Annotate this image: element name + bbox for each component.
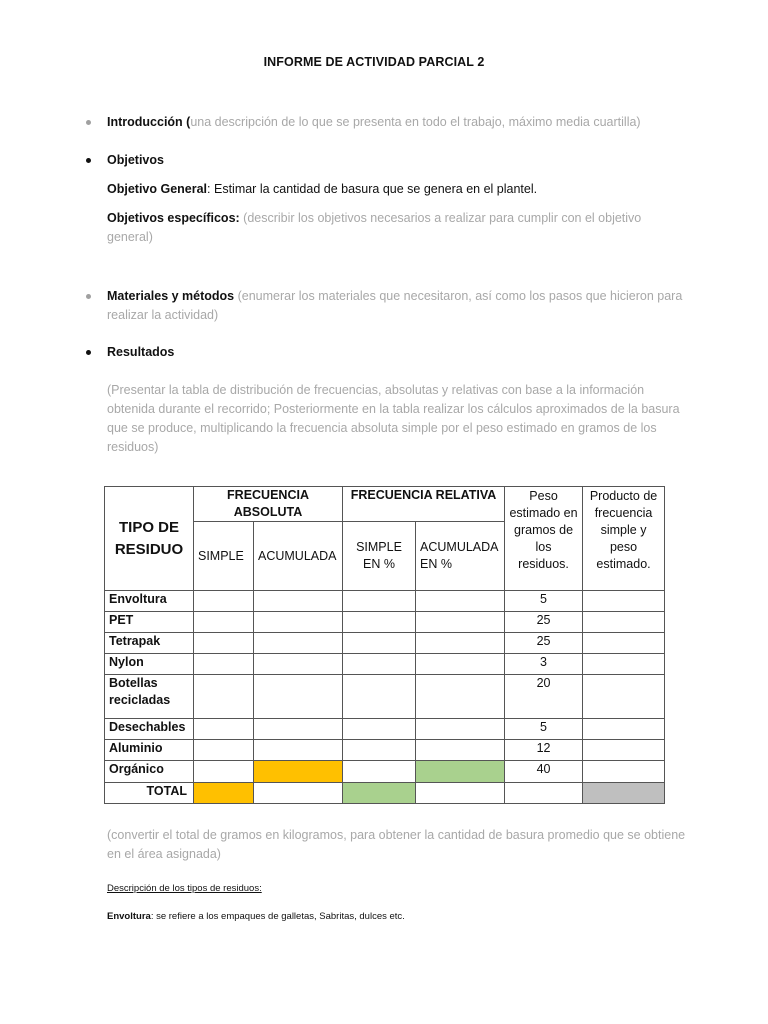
header-frecuencia-absoluta: FRECUENCIA ABSOLUTA — [194, 487, 343, 522]
materiales-label: Materiales y métodos — [107, 289, 235, 303]
table-row — [105, 761, 665, 783]
descripcion-heading: Descripción de los tipos de residuos: — [107, 883, 262, 894]
subheader-simple: SIMPLE — [194, 522, 254, 591]
objetivos-label: Objetivos — [107, 153, 164, 167]
objetivos-especificos-label: Objetivos específicos: — [107, 211, 240, 225]
row-producto-cell[interactable] — [583, 654, 665, 675]
row-tipo-label: Tetrapak — [105, 633, 194, 654]
table-row-total — [105, 783, 665, 804]
row-peso-value: 25 — [505, 633, 583, 654]
row-acumulada-pct-cell[interactable] — [416, 675, 505, 719]
row-tipo-label: Desechables — [105, 719, 194, 740]
header-peso-estimado: Peso estimado en gramos de los residuos. — [505, 487, 583, 591]
row-producto-cell[interactable] — [583, 633, 665, 654]
row-simple-cell[interactable] — [194, 633, 254, 654]
frequency-table — [104, 486, 665, 804]
total-peso-cell[interactable] — [505, 783, 583, 804]
bullet-icon — [86, 294, 91, 299]
row-simple-cell[interactable] — [194, 675, 254, 719]
header-producto: Producto de frecuencia simple y peso estimado. — [583, 487, 665, 591]
row-simple-cell[interactable] — [194, 654, 254, 675]
bullet-icon — [86, 158, 91, 163]
row-producto-cell[interactable] — [583, 612, 665, 633]
row-peso-value: 25 — [505, 612, 583, 633]
row-peso-value: 12 — [505, 740, 583, 761]
table-body — [105, 591, 665, 783]
row-acumulada-cell[interactable] — [254, 761, 343, 783]
intro-label: Introducción ( — [107, 115, 191, 129]
row-simple-cell[interactable] — [194, 761, 254, 783]
header-frecuencia-relativa: FRECUENCIA RELATIVA — [343, 487, 505, 522]
row-producto-cell[interactable] — [583, 761, 665, 783]
row-simple-pct-cell[interactable] — [343, 591, 416, 612]
table-row — [105, 591, 665, 612]
row-simple-cell[interactable] — [194, 719, 254, 740]
table-row — [105, 719, 665, 740]
row-acumulada-pct-cell[interactable] — [416, 612, 505, 633]
subheader-acumulada-pct: ACUMULADA EN % — [416, 522, 505, 591]
row-peso-value: 5 — [505, 719, 583, 740]
row-acumulada-pct-cell[interactable] — [416, 719, 505, 740]
table-header-row — [105, 487, 665, 522]
row-simple-cell[interactable] — [194, 740, 254, 761]
row-acumulada-cell[interactable] — [254, 675, 343, 719]
row-simple-pct-cell[interactable] — [343, 761, 416, 783]
subheader-acumulada: ACUMULADA — [254, 522, 343, 591]
row-acumulada-cell[interactable] — [254, 719, 343, 740]
table-row — [105, 654, 665, 675]
row-simple-pct-cell[interactable] — [343, 740, 416, 761]
total-producto-cell[interactable] — [583, 783, 665, 804]
subheader-simple-pct: SIMPLE EN % — [343, 522, 416, 591]
objetivos-especificos-hint: (describir los objetivos necesarios a realizar para cumplir con el objetivo general) — [107, 211, 642, 244]
total-simple-cell[interactable] — [194, 783, 254, 804]
row-acumulada-cell[interactable] — [254, 633, 343, 654]
row-producto-cell[interactable] — [583, 675, 665, 719]
row-tipo-label: Orgánico — [105, 761, 194, 783]
document-title: INFORME DE ACTIVIDAD PARCIAL 2 — [263, 55, 485, 69]
bullet-icon — [86, 120, 91, 125]
table-row — [105, 740, 665, 761]
row-acumulada-pct-cell[interactable] — [416, 591, 505, 612]
row-simple-pct-cell[interactable] — [343, 633, 416, 654]
objetivos-especificos — [107, 209, 667, 247]
row-tipo-label: Aluminio — [105, 740, 194, 761]
row-tipo-label: Botellas recicladas — [105, 675, 194, 719]
envoltura-text: : se refiere a los empaques de galletas, Sabritas, dulces etc. — [150, 911, 405, 922]
envoltura-description — [107, 911, 405, 922]
table-row — [105, 633, 665, 654]
row-acumulada-pct-cell[interactable] — [416, 740, 505, 761]
table-row — [105, 612, 665, 633]
row-acumulada-pct-cell[interactable] — [416, 654, 505, 675]
row-peso-value: 3 — [505, 654, 583, 675]
row-producto-cell[interactable] — [583, 740, 665, 761]
convertir-hint: (convertir el total de gramos en kilogramos, para obtener la cantidad de basura promedio que se obtiene en el área asignada) — [107, 828, 686, 861]
resultados-label: Resultados — [107, 345, 175, 359]
objetivo-general-label: Objetivo General — [107, 182, 208, 196]
row-acumulada-cell[interactable] — [254, 654, 343, 675]
row-tipo-label: Envoltura — [105, 591, 194, 612]
total-acumulada-pct-cell[interactable] — [416, 783, 505, 804]
row-acumulada-cell[interactable] — [254, 740, 343, 761]
row-tipo-label: Nylon — [105, 654, 194, 675]
row-peso-value: 5 — [505, 591, 583, 612]
row-producto-cell[interactable] — [583, 719, 665, 740]
materiales-hint: (enumerar los materiales que necesitaron, así como los pasos que hicieron para realizar la actividad) — [107, 289, 683, 322]
row-acumulada-pct-cell[interactable] — [416, 633, 505, 654]
table-row — [105, 675, 665, 719]
row-acumulada-cell[interactable] — [254, 591, 343, 612]
resultados-hint: (Presentar la tabla de distribución de frecuencias, absolutas y relativas con base a la información obtenida durante el recorrido; Posteriormente en la tabla realizar los cálculos aproximados de la basura que se produce, multiplicando la frecuencia absoluta simple por el peso estimado en gramos de los residuos) — [107, 383, 680, 454]
envoltura-label: Envoltura — [107, 911, 151, 922]
row-peso-value: 20 — [505, 675, 583, 719]
total-label: TOTAL — [105, 783, 194, 804]
header-tipo-residuo: TIPO DE RESIDUO — [105, 487, 194, 591]
row-simple-pct-cell[interactable] — [343, 612, 416, 633]
row-tipo-label: PET — [105, 612, 194, 633]
total-acumulada-cell[interactable] — [254, 783, 343, 804]
row-acumulada-cell[interactable] — [254, 612, 343, 633]
total-simple-pct-cell[interactable] — [343, 783, 416, 804]
objetivo-general — [107, 180, 697, 199]
objetivo-general-text: : Estimar la cantidad de basura que se genera en el plantel. — [207, 182, 538, 196]
row-simple-cell[interactable] — [194, 612, 254, 633]
row-simple-pct-cell[interactable] — [343, 719, 416, 740]
row-simple-pct-cell[interactable] — [343, 675, 416, 719]
row-peso-value: 40 — [505, 761, 583, 783]
row-simple-pct-cell[interactable] — [343, 654, 416, 675]
bullet-icon — [86, 350, 91, 355]
intro-hint: una descripción de lo que se presenta en todo el trabajo, máximo media cuartilla) — [190, 115, 641, 129]
row-producto-cell[interactable] — [583, 591, 665, 612]
row-acumulada-pct-cell[interactable] — [416, 761, 505, 783]
row-simple-cell[interactable] — [194, 591, 254, 612]
